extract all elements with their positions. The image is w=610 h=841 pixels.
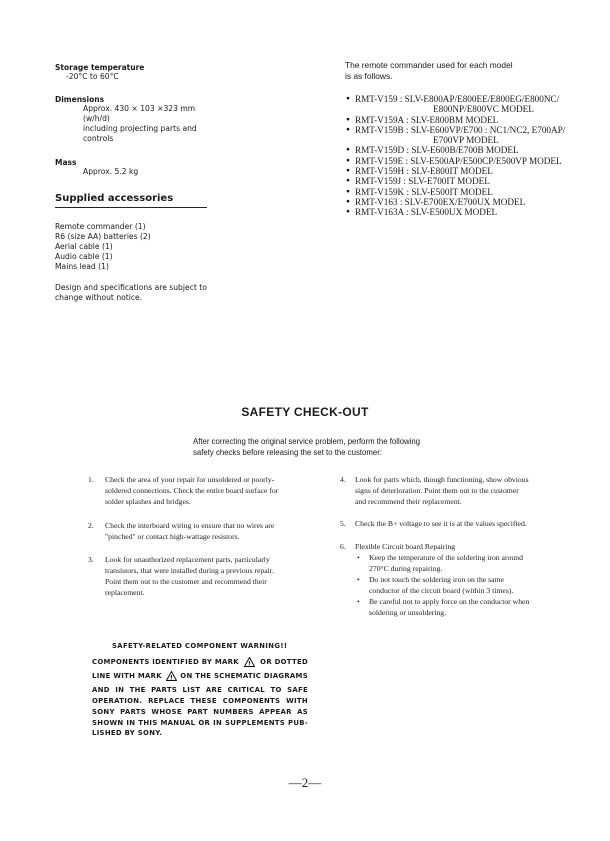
page-number: —2— [288,775,322,790]
safety-intro-line: After correcting the original service problem, perform the following [193,437,421,446]
remote-model-list [346,94,586,218]
accessories-rule [55,207,207,208]
warning-text: OR DOTTED [260,658,308,666]
safety-step-5 [340,518,590,529]
step-number: 6. [340,542,346,551]
remote-model-line: RMT-V159E : SLV-E500AP/E500CP/E500VP MODEL [355,155,562,166]
bullet-icon: ● [346,146,350,154]
accessory-item: R6 (size AA) batteries (2) [55,232,151,241]
remote-model-line: RMT-V159H : SLV-E800IT MODEL [355,166,493,177]
remote-model-line: RMT-V159D : SLV-E600B/E700B MODEL [355,145,519,156]
remote-model-row [346,156,586,166]
step-line: Look for unauthorized replacement parts, particularly [105,555,270,564]
remote-model-continuation: E800NP/E800VC MODEL [433,104,534,115]
step-line: Check the area of your repair for unsoldered or poorly- [105,475,275,484]
dimensions-line: controls [83,134,114,143]
warning-line: SONY PARTS WHOSE PART NUMBERS APPEAR AS [92,707,308,716]
svg-text:!: ! [248,660,252,667]
step-line: Point them out to the customer and recommend their [105,577,267,586]
safety-step-4 [340,474,590,507]
safety-step-2 [88,520,335,542]
sub-line: Keep the temperature of the soldering iron around [369,553,523,562]
note-line: Design and specifications are subject to [55,283,207,292]
remote-model-row [346,187,586,197]
bullet-icon: ● [346,167,350,175]
bullet-icon: ● [346,197,350,205]
remote-model-row [346,145,586,155]
sub-line: Be careful not to apply force on the conductor when [369,597,530,606]
remote-model-row [346,94,586,115]
dimensions-label: Dimensions [55,95,105,104]
storage-temperature-label: Storage temperature [55,63,145,72]
safety-step-1 [88,474,335,507]
remote-model-line: RMT-V159K : SLV-E500IT MODEL [355,186,493,197]
safety-intro [193,437,493,458]
mass-block [55,158,255,177]
mass-value: Approx. 5.2 kg [83,167,139,176]
step-line: Look for parts which, though functioning, show obvious [355,475,529,484]
sub-line: 270°C during repairing. [369,564,443,573]
bullet-icon: ● [346,125,350,133]
remote-intro [345,60,513,82]
bullet-icon: ● [346,156,350,164]
specs-note [55,283,255,303]
remote-model-line: RMT-V159J : SLV-E700IT MODEL [355,176,490,187]
warning-line [92,657,308,671]
step-line: "pinched" or contact high-wattage resistors. [105,532,240,541]
caution-triangle-icon [166,671,177,685]
step-line: and recommend their replacement. [355,497,462,506]
remote-model-row [346,115,586,125]
step-number: 2. [88,521,94,530]
bullet-icon: • [357,575,360,584]
remote-model-line: RMT-V159 : SLV-E800AP/E800EE/E800EG/E800NC/ [355,94,560,104]
remote-model-continuation: E700VP MODEL [433,135,499,146]
warning-line: OPERATION. REPLACE THESE COMPONENTS WITH [92,696,308,705]
step-number: 3. [88,555,94,564]
step-line: Check the interboard wiring to ensure that no wires are [105,521,275,530]
warning-line: AND IN THE PARTS LIST ARE CRITICAL TO SAFE [92,685,308,694]
specifications [55,63,255,82]
warning-line: SHOWN IN THIS MANUAL OR IN SUPPLEMENTS PUB- [92,718,308,727]
remote-model-line: RMT-V159B : SLV-E600VP/E700 : NC1/NC2, E700AP/ [355,124,566,135]
bullet-icon: ● [346,187,350,195]
remote-intro-line: The remote commander used for each model [345,60,513,70]
step-line: transistors, that were installed during a previous repair. [105,566,274,575]
step-line: soldered connections. Check the entire board surface for [105,486,279,495]
remote-model-line: RMT-V163 : SLV-E700EX/E700UX MODEL [355,196,526,207]
remote-model-row [346,125,586,146]
bullet-icon: ● [346,208,350,216]
sub-line: conductor of the circuit board (within 3 times). [369,586,514,595]
remote-model-row [346,207,586,217]
accessories-title: Supplied accessories [55,193,174,204]
remote-model-line: RMT-V163A : SLV-E500UX MODEL [355,207,498,218]
step-number: 5. [340,519,346,528]
remote-model-row [346,166,586,176]
warning-text: LINE WITH MARK [92,671,162,680]
svg-text:!: ! [169,674,173,681]
bullet-icon: ● [346,115,350,123]
mass-label: Mass [55,158,77,167]
sub-line: Do not touch the soldering iron on the same [369,575,504,584]
remote-intro-line: is as follows. [345,71,393,81]
remote-model-row [346,176,586,186]
accessory-item: Aerial cable (1) [55,242,113,251]
remote-model-row [346,197,586,207]
dimensions-line: Approx. 430 × 103 ×323 mm [83,104,196,113]
step-line: replacement. [105,588,145,597]
warning-body [92,657,308,739]
step-number: 1. [88,475,94,484]
warning-text: ON THE SCHEMATIC DIAGRAMS [180,671,308,680]
bullet-icon: ● [346,95,350,102]
step-number: 4. [340,475,346,484]
dimensions-line: including projecting parts and [83,124,197,133]
bullet-icon: ● [346,177,350,185]
storage-temperature-value: -20°C to 60°C [66,72,119,81]
sub-line: soldering or unsoldering. [369,608,447,617]
step-line: signs of deterioration. Point them out to the customer [355,486,519,495]
sub-item [355,574,590,596]
bullet-icon: • [357,553,360,562]
step-line: Flexible Circuit board Repairing [355,542,456,551]
note-line: change without notice. [55,293,143,302]
accessories-list [55,222,255,272]
bullet-icon: • [357,597,360,606]
caution-triangle-icon [244,657,255,671]
accessory-item: Audio cable (1) [55,252,113,261]
remote-model-line: RMT-V159A : SLV-E800BM MODEL [355,114,499,125]
warning-line [92,671,308,685]
warning-line: LISHED BY SONY. [92,729,163,738]
warning-title: SAFETY-RELATED COMPONENT WARNING!! [112,642,288,650]
dimensions-line: (w/h/d) [83,114,110,123]
sub-item [355,552,590,574]
safety-step-6 [340,541,590,618]
warning-text: COMPONENTS IDENTIFIED BY MARK [92,658,239,666]
sub-item [355,596,590,618]
dimensions-block [55,95,255,144]
accessory-item: Mains lead (1) [55,262,109,271]
step-line: Check the B+ voltage to see it is at the values specified. [355,519,527,528]
safety-title: SAFETY CHECK-OUT [241,405,369,419]
safety-step-3 [88,554,335,598]
step-line: solder splashes and bridges. [105,497,191,506]
accessory-item: Remote commander (1) [55,222,146,231]
safety-intro-line: safety checks before releasing the set to the customer: [193,447,382,457]
